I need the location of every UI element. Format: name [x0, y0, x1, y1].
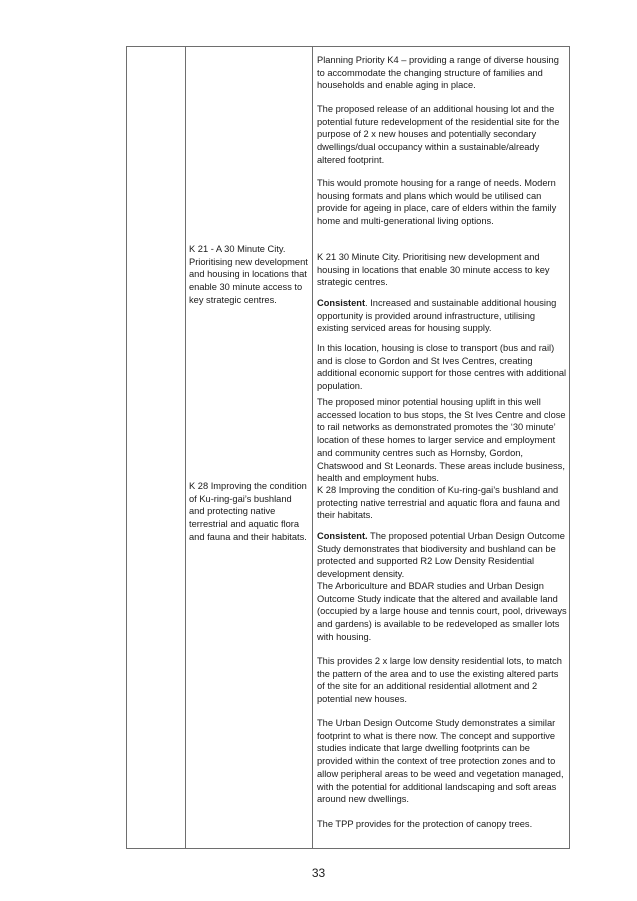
- paragraph-transport: In this location, housing is close to transport (bus and rail) and is close to Gordon and St Ives Centres, creating additional economic support for those centres with additional population.: [317, 343, 567, 392]
- priority-k21-cell: K 21 - A 30 Minute City. Prioritising new development and housing in locations that enable 30 minute access to key strategic centres.: [189, 244, 308, 305]
- priority-k28-cell: K 28 Improving the condition of Ku-ring-gai’s bushland and protecting native terrestrial and aquatic flora and fauna and their habitats.: [189, 481, 307, 542]
- column-divider: [312, 47, 313, 848]
- paragraph-k4: Planning Priority K4 – providing a range of diverse housing to accommodate the changing structure of families and households and enable aging in place.: [317, 55, 559, 91]
- paragraph-k21-consistent: [317, 297, 567, 335]
- planning-table: [126, 46, 570, 849]
- column-divider: [185, 47, 186, 848]
- consistent-text: . Increased and sustainable additional housing opportunity is provided around infrastructure, utilising existing serviced areas for housing supply.: [317, 298, 557, 334]
- paragraph-tpp: The TPP provides for the protection of canopy trees.: [317, 819, 533, 829]
- page-number: 33: [311, 866, 326, 880]
- paragraph-housing-needs: This would promote housing for a range of needs. Modern housing formats and plans which would be utilised can provide for ageing in place, care of elders within the family home and multi-generational living options.: [317, 178, 557, 227]
- paragraph-k28-consistent: [317, 530, 567, 581]
- consistent-text: The proposed potential Urban Design Outcome Study demonstrates that biodiversity and bushland can be protected and supported R2 Low Density Residential development density.: [317, 531, 565, 580]
- paragraph-footprint: The Urban Design Outcome Study demonstrates a similar footprint to what is there now. The concept and supportive studies indicate that large dwelling footprints can be provided within the context of tree protection zones and to allow peripheral areas to be weed and vegetation managed, with the potential for additional landscaping and soft areas around new dwellings.: [317, 718, 564, 805]
- paragraph-k28-heading: K 28 Improving the condition of Ku-ring-gai’s bushland and protecting native terrestrial and aquatic flora and fauna and their habitats.: [317, 485, 560, 521]
- paragraph-lots: This provides 2 x large low density residential lots, to match the pattern of the area and to use the existing altered parts of the site for an additional residential allotment and 2 potential new houses.: [317, 656, 562, 705]
- paragraph-k21-heading: K 21 30 Minute City. Prioritising new development and housing in locations that enable 30 minute access to key strategic centres.: [317, 252, 550, 288]
- paragraph-uplift: The proposed minor potential housing uplift in this well accessed location to bus stops, the St Ives Centre and close to rail networks as demonstrated promotes the ‘30 minute’ location of these homes to larger service and employment and community centres such as Hornsby, Gordon, Chatswood and St Leonards. These areas include business, health and employment hubs.: [317, 397, 566, 484]
- consistent-label: Consistent: [317, 298, 366, 308]
- consistent-label: Consistent.: [317, 531, 368, 541]
- paragraph-housing-release: The proposed release of an additional housing lot and the potential future redevelopment of the residential site for the purpose of 2 x new houses and potentially secondary dwellings/dual occupancy within a sustainable/already altered footprint.: [317, 104, 560, 165]
- paragraph-studies: The Arboriculture and BDAR studies and Urban Design Outcome Study indicate that the altered and available land (occupied by a large house and tennis court, pool, driveways and gardens) is available to be redeveloped as smaller lots with housing.: [317, 581, 567, 642]
